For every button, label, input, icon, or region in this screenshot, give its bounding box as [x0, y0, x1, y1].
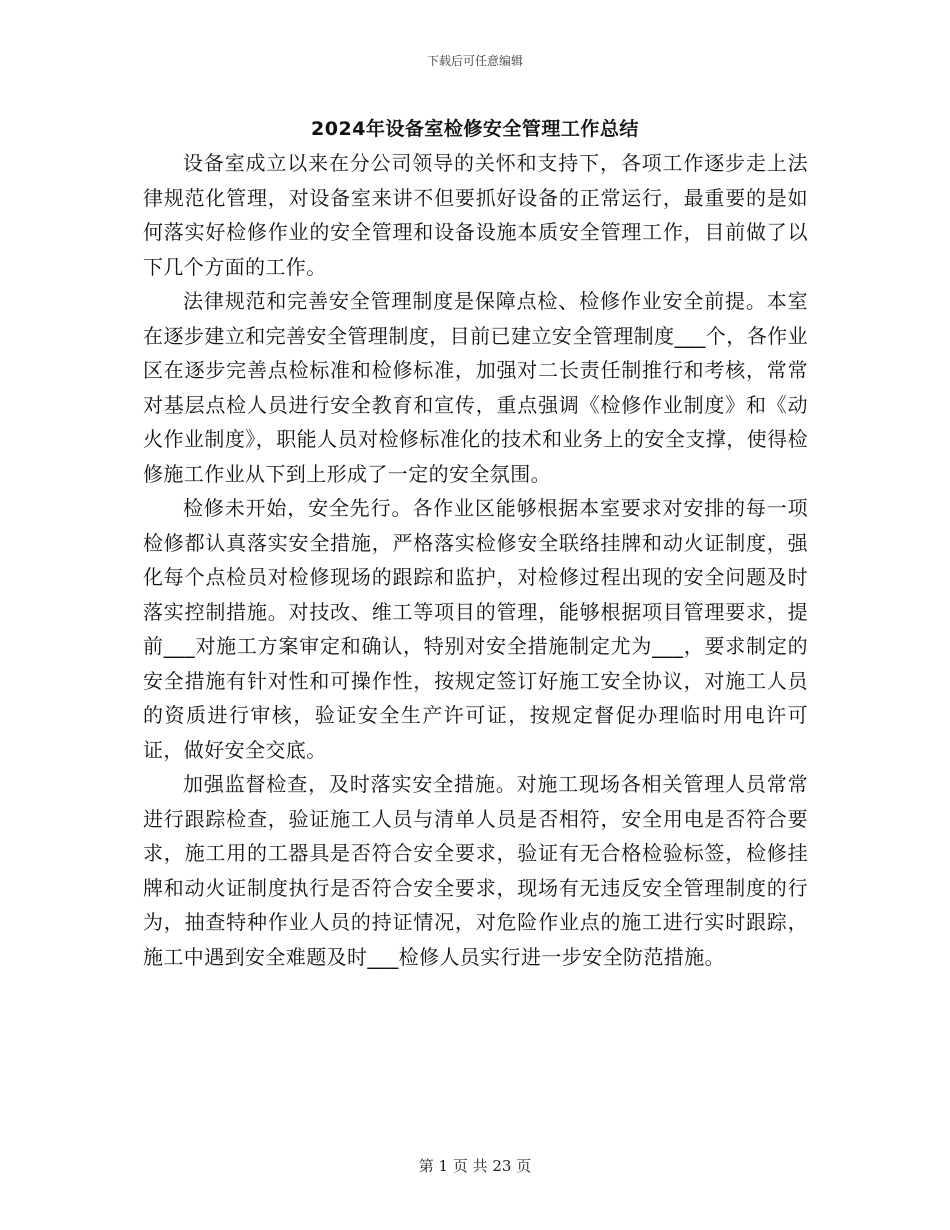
paragraph-2: 法律规范和完善安全管理制度是保障点检、检修作业安全前提。本室在逐步建立和完善安全管理制度，目前已建立安全管理制度___个，各作业区在逐步完善点检标准和检修标准，加强对二长责任制推行和考核，常常对基层点检人员进行安全教育和宣传，重点强调《检修作业制度》和《动火作业制度》，职能人员对检修标准化的技术和业务上的安全支撑，使得检修施工作业从下到上形成了一定的安全氛围。 — [143, 289, 808, 486]
paragraph-1: 设备室成立以来在分公司领导的关怀和支持下，各项工作逐步走上法律规范化管理，对设备室来讲不但要抓好设备的正常运行，最重要的是如何落实好检修作业的安全管理和设备设施本质安全管理工作，目前做了以下几个方面的工作。 — [143, 151, 808, 279]
page-number: 第 1 页 共 23 页 — [418, 1157, 532, 1175]
paragraph-4: 加强监督检查，及时落实安全措施。对施工现场各相关管理人员常常进行跟踪检查，验证施工人员与清单人员是否相符，安全用电是否符合要求，施工用的工器具是否符合安全要求，验证有无合格检验标签，检修挂牌和动火证制度执行是否符合安全要求，现场有无违反安全管理制度的行为，抽查特种作业人员的持证情况，对危险作业点的施工进行实时跟踪，施工中遇到安全难题及时___检修人员实行进一步安全防范措施。 — [143, 772, 808, 969]
document-body — [143, 146, 808, 974]
document-title: 2024年设备室检修安全管理工作总结 — [311, 118, 639, 140]
paragraph-3: 检修未开始，安全先行。各作业区能够根据本室要求对安排的每一项检修都认真落实安全措施，严格落实检修安全联络挂牌和动火证制度，强化每个点检员对检修现场的跟踪和监护，对检修过程出现的安全问题及时落实控制措施。对技改、维工等项目的管理，能够根据项目管理要求，提前___对施工方案审定和确认，特别对安全措施制定尤为___，要求制定的安全措施有针对性和可操作性，按规定签订好施工安全协议，对施工人员的资质进行审核，验证安全生产许可证，按规定督促办理临时用电许可证，做好安全交底。 — [143, 496, 808, 762]
page-header-note: 下载后可任意编辑 — [426, 54, 523, 68]
